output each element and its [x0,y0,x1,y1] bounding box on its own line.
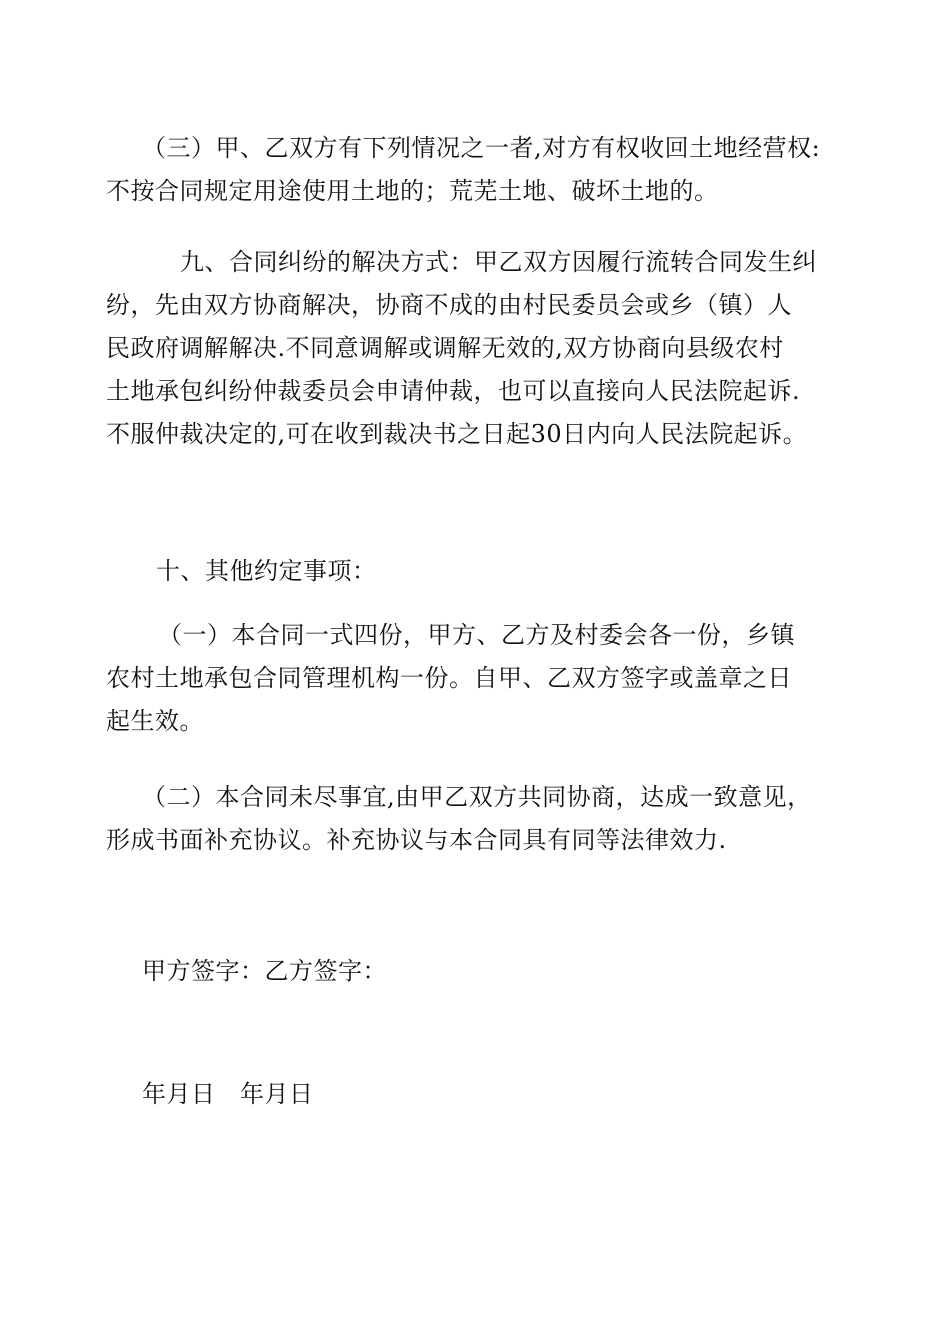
clause-10-2 [106,776,851,862]
clause-10-heading-text: 十、其他约定事项： [156,557,377,585]
clause-8-3-line-2: 不按合同规定用途使用土地的；荒芜土地、破坏土地的。 [106,177,719,205]
clause-9-line-1: 九、合同纠纷的解决方式：甲乙双方因履行流转合同发生纠 [180,248,817,276]
date-text: 年月日 年月日 [142,1080,314,1108]
clause-9-line-2: 纷，先由双方协商解决，协商不成的由村民委员会或乡（镇）人 [106,291,792,319]
date-line [106,1073,851,1116]
clause-9-line-3: 民政府调解解决.不同意调解或调解无效的,双方协商向县级农村 [106,334,784,362]
clause-9-line-5: 不服仲裁决定的,可在收到裁决书之日起30日内向人民法院起诉。 [106,420,808,448]
clause-10-2-line-1: （二）本合同未尽事宜,由甲乙双方共同协商，达成一致意见， [142,783,812,811]
clause-8-3-line-1: （三）甲、乙双方有下列情况之一者,对方有权收回土地经营权: [142,134,821,162]
clause-10-heading [106,550,851,593]
clause-10-1-line-3: 起生效。 [106,707,204,735]
clause-10-1-line-2: 农村土地承包合同管理机构一份。自甲、乙双方签字或盖章之日 [106,664,792,692]
signature-line [106,950,851,993]
clause-9-line-4: 土地承包纠纷仲裁委员会申请仲裁，也可以直接向人民法院起诉. [106,377,801,405]
signature-text: 甲方签字：乙方签字： [142,957,387,985]
clause-10-2-line-2: 形成书面补充协议。补充协议与本合同具有同等法律效力. [106,826,727,854]
clause-9 [106,241,851,456]
clause-10-1 [106,614,851,743]
clause-8-3 [106,127,851,213]
clause-10-1-line-1: （一）本合同一式四份，甲方、乙方及村委会各一份，乡镇 [158,621,795,649]
